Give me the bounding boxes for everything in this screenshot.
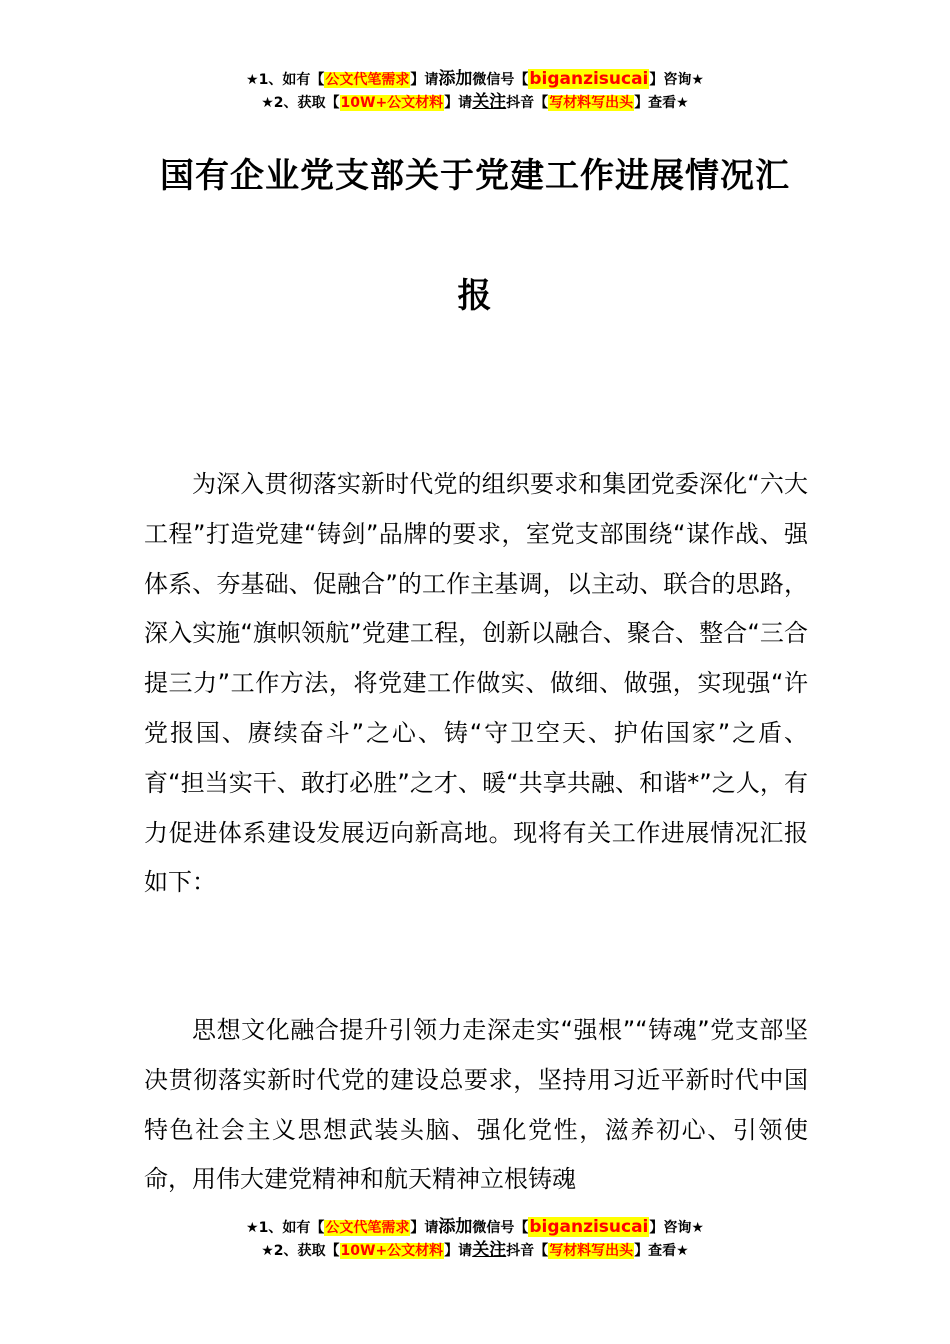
footer-line-1: ★1、如有【公文代笔需求】请添加微信号【biganzisucai】咨询★ (246, 1217, 704, 1237)
banner-highlight-materials: 10W+公文材料 (340, 95, 444, 111)
document-title-line-2: 报 (457, 276, 493, 316)
banner-highlight-douyin: 写材料写出头 (549, 95, 634, 111)
document-title-line-1: 国有企业党支部关于党建工作进展情况汇 (160, 156, 790, 196)
footer-highlight-douyin: 写材料写出头 (549, 1243, 634, 1259)
footer-highlight-wechat-id: biganzisucai (529, 1217, 649, 1237)
body-paragraph-2: 思想文化融合提升引领力走深走实“强根”“铸魂”党支部坚决贯彻落实新时代党的建设总要求，坚持用习近平新时代中国特色社会主义思想武装头脑、强化党性，滋养初心、引领使命，用伟大建党精神和航天精神立根铸魂 (144, 1016, 808, 1194)
banner-highlight-wechat-id: biganzisucai (529, 69, 649, 89)
banner-highlight-service: 公文代笔需求 (325, 72, 410, 88)
banner-line-2: ★2、获取【10W+公文材料】请关注抖音【写材料写出头】查看★ (261, 92, 689, 112)
footer-highlight-materials: 10W+公文材料 (340, 1243, 444, 1259)
body-paragraph-1: 为深入贯彻落实新时代党的组织要求和集团党委深化“六大工程”打造党建“铸剑”品牌的要求，室党支部围绕“谋作战、强体系、夯基础、促融合”的工作主基调，以主动、联合的思路，深入实施“旗帜领航”党建工程，创新以融合、聚合、整合“三合提三力”工作方法，将党建工作做实、做细、做强，实现强“许党报国、赓续奋斗”之心、铸“守卫空天、护佑国家”之盾、育“担当实干、敢打必胜”之才、暖“共享共融、和谐*”之人，有力促进体系建设发展迈向新高地。现将有关工作进展情况汇报如下： (144, 470, 808, 897)
footer-line-2: ★2、获取【10W+公文材料】请关注抖音【写材料写出头】查看★ (261, 1240, 689, 1260)
banner-line-1: ★1、如有【公文代笔需求】请添加微信号【biganzisucai】咨询★ (246, 69, 704, 89)
footer-highlight-service: 公文代笔需求 (325, 1220, 410, 1236)
header-banner (0, 68, 950, 114)
footer-banner (0, 1216, 950, 1262)
